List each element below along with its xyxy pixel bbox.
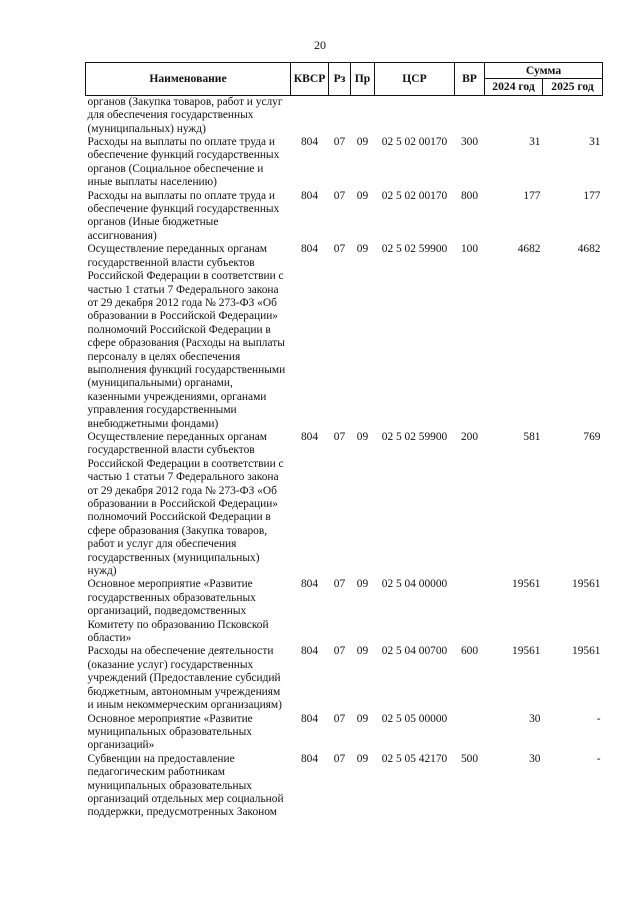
header-rz: Рз (329, 63, 351, 96)
row-sum-2024: 19561 (512, 645, 541, 658)
row-csr: 02 5 02 00170 (381, 189, 448, 202)
row-csr: 02 5 04 00700 (381, 645, 448, 658)
row-kvsr: 804 (300, 189, 319, 202)
row-sum-2025: 769 (583, 430, 601, 443)
row-kvsr: 804 (300, 752, 319, 765)
row-vr: 800 (460, 189, 479, 202)
table-row (86, 713, 603, 753)
row-kvsr: 804 (300, 430, 319, 443)
row-pr: 09 (356, 189, 369, 202)
row-sum-2025: 31 (589, 136, 601, 149)
row-pr: 09 (356, 578, 369, 591)
row-name: Расходы на обеспечение деятельности (оказание услуг) государственных учреждений (Предоставление субсидий бюджетным, автономным учреждениям и иным некоммерческим организациям) (87, 645, 282, 712)
row-csr: 02 5 05 42170 (381, 752, 448, 765)
row-sum-2024: 4682 (517, 243, 541, 256)
row-csr: 02 5 02 59900 (381, 430, 448, 443)
row-vr: 300 (460, 136, 479, 149)
row-csr (375, 95, 455, 136)
row-rz: 07 (333, 752, 346, 765)
row-vr (455, 713, 485, 753)
row-name: Осуществление переданных органам государственной власти субъектов Российской Федерации в соответствии с частью 1 статьи 7 Федерального закона от 29 декабря 2012 года № 273-ФЗ «Об образовании в Российской Федерации» полномочий Российской Федерации в сфере образования (Расходы на выплаты персоналу в целях обеспечения выполнения функций государственными (муниципальными) органами, казенными учреждениями, органами управления государственными внебюджетными фондами) (87, 243, 286, 430)
row-pr: 09 (356, 430, 369, 443)
row-pr: 09 (356, 243, 369, 256)
row-vr (455, 95, 485, 136)
row-vr (455, 578, 485, 645)
row-vr: 600 (460, 645, 479, 658)
row-pr (351, 95, 375, 136)
row-vr: 200 (460, 430, 479, 443)
row-kvsr: 804 (300, 712, 319, 725)
row-kvsr (291, 95, 329, 136)
header-row-top (86, 63, 603, 79)
row-sum-2025: 177 (583, 189, 601, 202)
header-kvsr: КВСР (291, 63, 329, 96)
table-row (86, 136, 603, 190)
row-name: Осуществление переданных органам государственной власти субъектов Российской Федерации в соответствии с частью 1 статьи 7 Федерального закона от 29 декабря 2012 года № 273-ФЗ «Об образовании в Российской Федерации» полномочий Российской Федерации в сфере образования (Закупка товаров, работ и услуг для обеспечения государственных (муниципальных) нужд) (87, 430, 284, 578)
row-vr: 100 (460, 243, 479, 256)
row-rz: 07 (333, 645, 346, 658)
row-name: Основное мероприятие «Развитие государственных образовательных организаций, подведомственных Комитету по образованию Псковской области» (87, 578, 269, 645)
row-sum-2024: 30 (529, 712, 541, 725)
header-name: Наименование (86, 63, 291, 96)
row-sum-2025: 4682 (577, 243, 601, 256)
row-pr: 09 (356, 136, 369, 149)
row-sum-2024: 177 (523, 189, 541, 202)
header-csr: ЦСР (375, 63, 455, 96)
row-name: Субвенции на предоставление педагогическим работникам муниципальных образовательных организаций отдельных мер социальной поддержки, предусмотренных Законом (87, 752, 284, 819)
table-row (86, 190, 603, 244)
header-year-2025: 2025 год (543, 79, 603, 95)
row-rz: 07 (333, 578, 346, 591)
row-sum-2025: - (596, 752, 601, 765)
budget-table (85, 62, 603, 820)
row-sum-2025: - (596, 712, 601, 725)
row-csr: 02 5 02 59900 (381, 243, 448, 256)
row-sum-2025: 19561 (572, 645, 601, 658)
row-vr: 500 (460, 752, 479, 765)
row-sum-2024: 581 (523, 430, 541, 443)
table-row (86, 578, 603, 645)
row-sum-2025 (543, 95, 603, 136)
table-row (86, 431, 603, 578)
row-name: органов (Закупка товаров, работ и услуг для обеспечения государственных (муниципальных) нужд) (87, 95, 283, 135)
row-sum-2024: 19561 (512, 578, 541, 591)
page-number: 20 (314, 38, 326, 52)
header-sum: Сумма (485, 63, 603, 79)
row-sum-2024: 30 (529, 752, 541, 765)
row-sum-2024: 31 (529, 136, 541, 149)
row-rz: 07 (333, 712, 346, 725)
row-pr: 09 (356, 752, 369, 765)
row-csr: 02 5 02 00170 (381, 136, 448, 149)
row-rz: 07 (333, 243, 346, 256)
row-kvsr: 804 (300, 645, 319, 658)
row-csr: 02 5 04 00000 (381, 578, 448, 591)
row-kvsr: 804 (300, 136, 319, 149)
row-kvsr: 804 (300, 578, 319, 591)
table-row (86, 753, 603, 820)
row-kvsr: 804 (300, 243, 319, 256)
row-pr: 09 (356, 712, 369, 725)
row-name: Расходы на выплаты по оплате труда и обеспечение функций государственных органов (Иные бюджетные ассигнования) (87, 189, 280, 242)
row-name: Основное мероприятие «Развитие муниципальных образовательных организаций» (87, 712, 253, 752)
table-row (86, 95, 603, 136)
table-row (86, 645, 603, 712)
row-sum-2024 (485, 95, 543, 136)
table-row (86, 243, 603, 431)
row-rz: 07 (333, 430, 346, 443)
row-rz: 07 (333, 136, 346, 149)
header-pr: Пр (351, 63, 375, 96)
row-rz (329, 95, 351, 136)
row-pr: 09 (356, 645, 369, 658)
row-name: Расходы на выплаты по оплате труда и обеспечение функций государственных органов (Социальное обеспечение и иные выплаты населению) (87, 136, 280, 189)
row-rz: 07 (333, 189, 346, 202)
header-year-2024: 2024 год (485, 79, 543, 95)
row-sum-2025: 19561 (572, 578, 601, 591)
row-csr: 02 5 05 00000 (381, 712, 448, 725)
header-vr: ВР (455, 63, 485, 96)
